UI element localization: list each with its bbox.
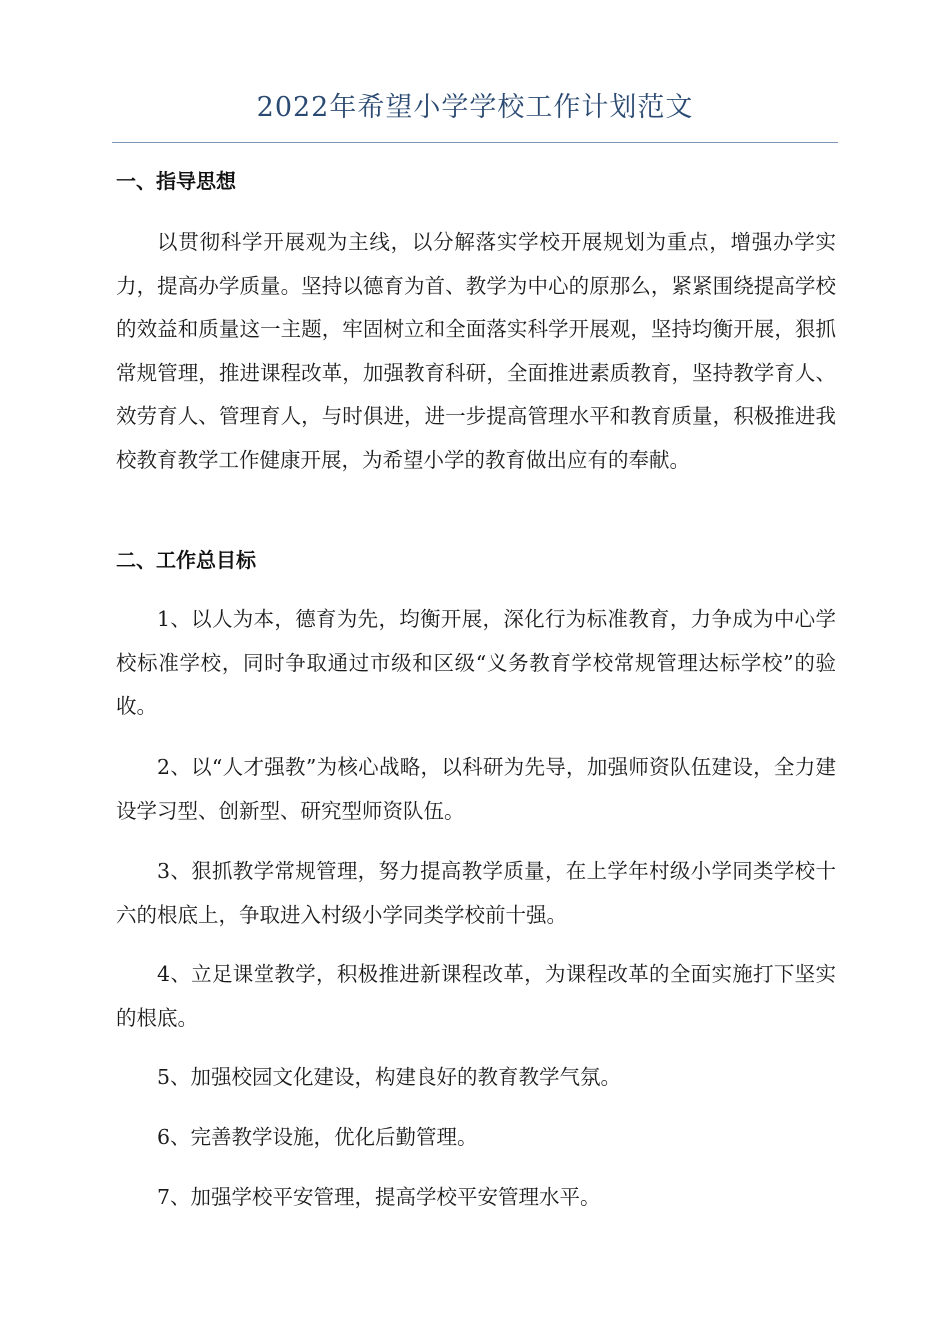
section-heading-overall-goals: 二、工作总目标 <box>116 548 256 572</box>
goal-item-6: 6、完善教学设施，优化后勤管理。 <box>157 1125 478 1149</box>
section-heading-guiding-ideology: 一、指导思想 <box>116 169 236 193</box>
title-divider <box>112 142 838 143</box>
paragraph-guiding-ideology: 以贯彻科学开展观为主线，以分解落实学校开展规划为重点，增强办学实力，提高办学质量。坚持以德育为首、教学为中心的原那么，紧紧围绕提高学校的效益和质量这一主题，牢固树立和全面落实科学开展观，坚持均衡开展，狠抓常规管理，推进课程改革，加强教育科研，全面推进素质教育，坚持教学育人、效劳育人、管理育人，与时俱进，进一步提高管理水平和教育质量，积极推进我校教育教学工作健康开展，为希望小学的教育做出应有的奉献。 <box>116 230 836 472</box>
goal-item-5: 5、加强校园文化建设，构建良好的教育教学气氛。 <box>157 1065 622 1089</box>
goal-item-2: 2、以“人才强教”为核心战略，以科研为先导，加强师资队伍建设，全力建设学习型、创新型、研究型师资队伍。 <box>116 755 836 823</box>
goal-item-3: 3、狠抓教学常规管理，努力提高教学质量，在上学年村级小学同类学校十六的根底上，争取进入村级小学同类学校前十强。 <box>116 859 836 927</box>
page-title: 2022年希望小学学校工作计划范文 <box>256 92 694 123</box>
goal-item-7: 7、加强学校平安管理，提高学校平安管理水平。 <box>157 1185 601 1209</box>
goal-item-4: 4、立足课堂教学，积极推进新课程改革，为课程改革的全面实施打下坚实的根底。 <box>116 962 836 1030</box>
goal-item-1: 1、以人为本，德育为先，均衡开展，深化行为标准教育，力争成为中心学校标准学校，同时争取通过市级和区级“义务教育学校常规管理达标学校”的验收。 <box>116 607 836 718</box>
